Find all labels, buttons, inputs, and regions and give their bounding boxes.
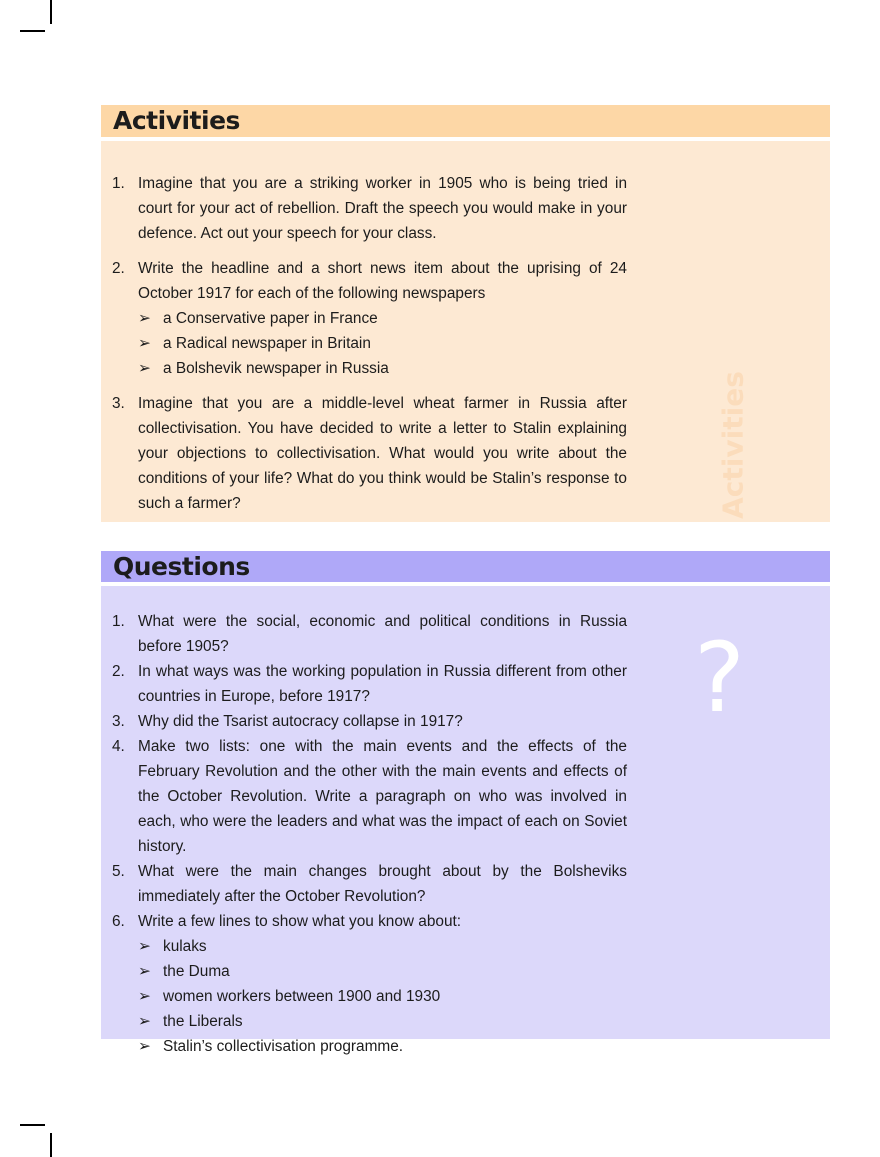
sub-item-text: a Conservative paper in France [163, 310, 378, 327]
sub-item [138, 331, 830, 356]
crop-mark-top-horizontal [20, 30, 45, 32]
item-number: 1. [112, 175, 125, 192]
questions-heading: Questions [101, 551, 830, 582]
item-number: 3. [112, 395, 125, 412]
item-number: 2. [112, 260, 125, 277]
list-item [101, 859, 830, 909]
list-item [101, 256, 830, 381]
item-number: 5. [112, 863, 125, 880]
item-text: Imagine that you are a middle-level wheat farmer in Russia after collectivisation. You have decided to write a letter to Stalin explaining your objections to collectivisation. What would you write about the conditions of your life? What do you think would be Stalin’s response to such a farmer? [138, 395, 627, 512]
sub-item-text: kulaks [163, 938, 207, 955]
item-text: Make two lists: one with the main events and the effects of the February Revolution and the other with the main events and effects of the October Revolution. Write a paragraph on who was involved in each, who were the leaders and what was the impact of each on Soviet history. [138, 738, 627, 855]
item-number: 3. [112, 713, 125, 730]
crop-mark-bottom-horizontal [20, 1124, 45, 1126]
sub-item-text: a Radical newspaper in Britain [163, 335, 371, 352]
sub-item-text: Stalin’s collectivisation programme. [163, 1038, 404, 1055]
item-text: What were the main changes brought about by the Bolsheviks immediately after the October Revolution? [138, 863, 627, 905]
arrow-bullet-icon: ➢ [138, 1013, 151, 1030]
sub-item-text: the Liberals [163, 1013, 243, 1030]
arrow-bullet-icon: ➢ [138, 335, 151, 352]
question-mark-icon: ? [694, 622, 745, 734]
activities-heading: Activities [101, 105, 830, 137]
sub-item [138, 1034, 830, 1059]
item-number: 4. [112, 738, 125, 755]
item-number: 1. [112, 613, 125, 630]
sub-item-text: the Duma [163, 963, 230, 980]
arrow-bullet-icon: ➢ [138, 1038, 151, 1055]
item-text: Write the headline and a short news item about the uprising of 24 October 1917 for each of the following newspapers [138, 260, 627, 302]
arrow-bullet-icon: ➢ [138, 360, 151, 377]
sub-item [138, 934, 830, 959]
list-item [101, 909, 830, 1059]
arrow-bullet-icon: ➢ [138, 938, 151, 955]
sub-item [138, 1009, 830, 1034]
sub-item [138, 984, 830, 1009]
sub-item [138, 306, 830, 331]
item-number: 2. [112, 663, 125, 680]
crop-mark-bottom-vertical [50, 1133, 52, 1157]
crop-mark-top-vertical [50, 0, 52, 24]
arrow-bullet-icon: ➢ [138, 963, 151, 980]
activities-watermark: Activities [716, 371, 750, 519]
item-text: Why did the Tsarist autocracy collapse in 1917? [138, 713, 463, 730]
arrow-bullet-icon: ➢ [138, 310, 151, 327]
item-text: In what ways was the working population in Russia different from other countries in Europe, before 1917? [138, 663, 627, 705]
sub-item-text: women workers between 1900 and 1930 [163, 988, 441, 1005]
item-text: Write a few lines to show what you know about: [138, 913, 462, 930]
sub-item-text: a Bolshevik newspaper in Russia [163, 360, 389, 377]
item-text: Imagine that you are a striking worker in 1905 who is being tried in court for your act of rebellion. Draft the speech you would make in your defence. Act out your speech for your class. [138, 175, 627, 242]
item-number: 6. [112, 913, 125, 930]
arrow-bullet-icon: ➢ [138, 988, 151, 1005]
sub-item [138, 959, 830, 984]
list-item [101, 734, 830, 859]
item-text: What were the social, economic and political conditions in Russia before 1905? [138, 613, 627, 655]
list-item [101, 171, 830, 246]
